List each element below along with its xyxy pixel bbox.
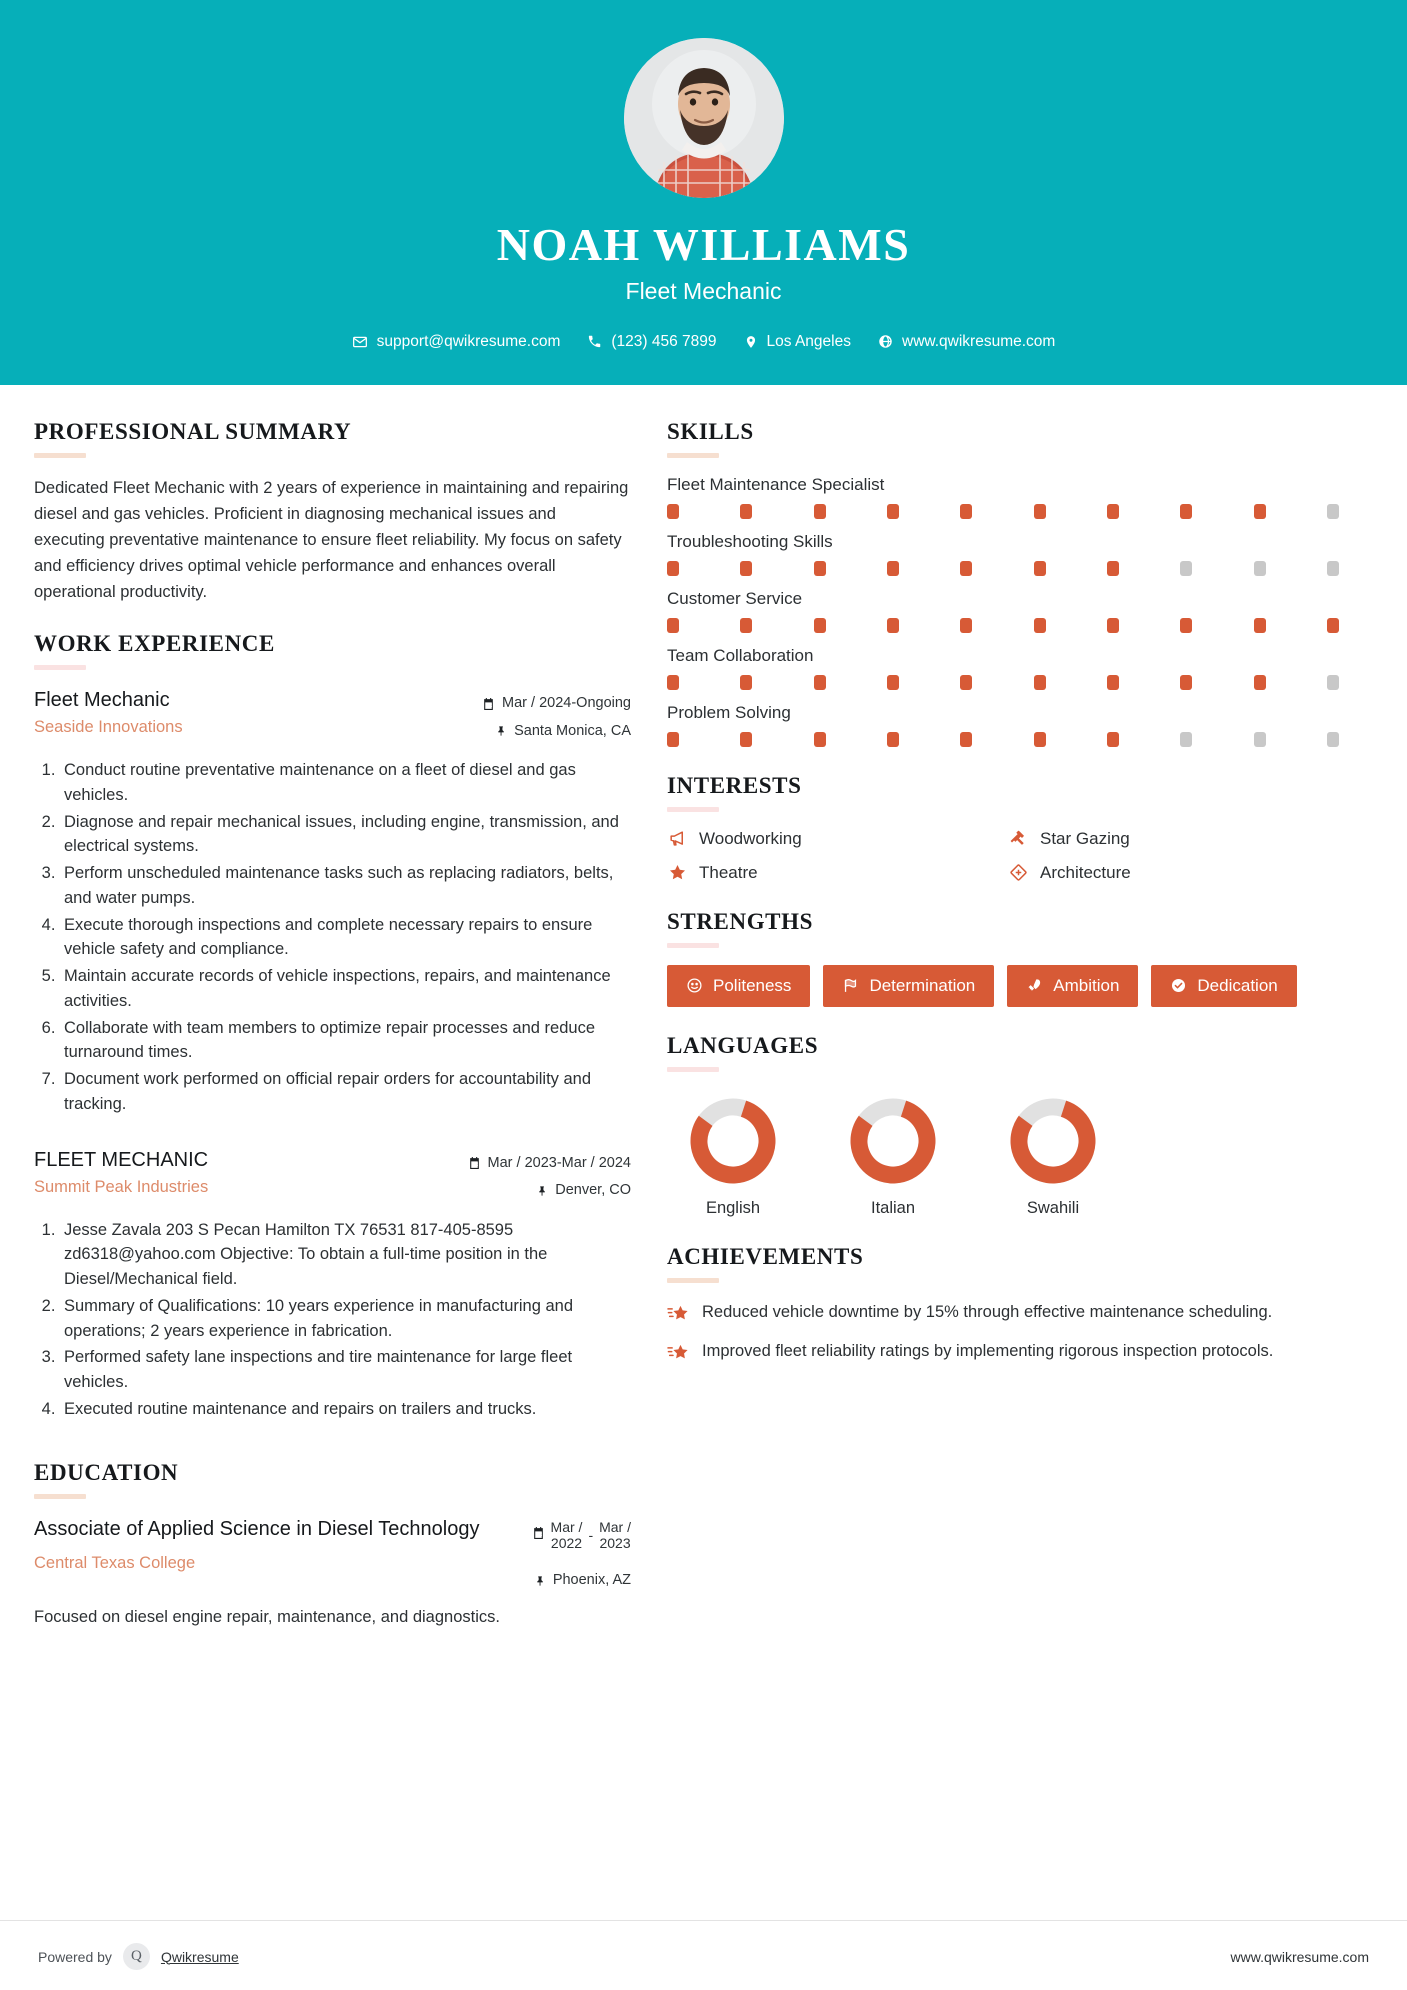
contact-location-text: Los Angeles — [766, 332, 851, 350]
rating-dot-filled — [667, 504, 679, 519]
rating-dot-filled — [667, 675, 679, 690]
rating-dot-filled — [1254, 618, 1266, 633]
work-entry — [34, 687, 631, 1117]
work-entry-header — [34, 687, 631, 745]
strength-label: Ambition — [1053, 975, 1120, 995]
language-donut-chart — [687, 1095, 779, 1187]
work-entry-meta — [468, 1147, 631, 1205]
skill-rating — [667, 618, 1339, 633]
rating-dot-empty — [1327, 732, 1339, 747]
section-title-skills: SKILLS — [667, 418, 754, 444]
skill-rating — [667, 561, 1339, 576]
skills-list — [667, 475, 1339, 747]
list-item: 3. Perform unscheduled maintenance tasks such as replacing radiators, belts, and water pumps. — [60, 861, 631, 911]
skill-item — [667, 532, 1339, 576]
list-item: 2. Diagnose and repair mechanical issues, including engine, transmission, and electrical systems. — [60, 810, 631, 860]
rating-dot-filled — [1327, 618, 1339, 633]
contact-row — [0, 333, 1407, 351]
section-title-education: EDUCATION — [34, 1459, 179, 1485]
rating-dot-filled — [740, 618, 752, 633]
skill-item — [667, 589, 1339, 633]
pin-icon — [537, 1184, 548, 1198]
footer-url: www.qwikresume.com — [1230, 1948, 1369, 1965]
language-item — [827, 1095, 959, 1218]
check-circle-icon — [1170, 977, 1187, 994]
qwikresume-link[interactable]: Qwikresume — [160, 1948, 239, 1965]
list-item: 4. Execute thorough inspections and complete necessary repairs to ensure vehicle safety and compliance. — [60, 913, 631, 963]
interest-item — [1008, 863, 1339, 883]
rating-dot-filled — [1034, 504, 1046, 519]
strength-label: Determination — [869, 975, 976, 995]
education-end-date — [599, 1519, 631, 1551]
rating-dot-empty — [1327, 675, 1339, 690]
skill-rating — [667, 504, 1339, 519]
skill-item — [667, 646, 1339, 690]
section-rule — [667, 1278, 719, 1283]
rating-dot-empty — [1327, 504, 1339, 519]
phone-icon — [587, 334, 602, 349]
interest-label: Star Gazing — [1040, 828, 1130, 848]
work-bullet-list — [34, 758, 631, 1117]
rating-dot-filled — [887, 732, 899, 747]
achievement-item — [667, 1300, 1339, 1325]
envelope-icon — [352, 334, 368, 350]
rating-dot-filled — [740, 561, 752, 576]
section-rule — [34, 453, 86, 458]
language-label: Swahili — [1026, 1198, 1080, 1217]
powered-by-group — [38, 1943, 239, 1970]
rating-dot-filled — [887, 618, 899, 633]
section-strengths — [667, 909, 1339, 1007]
left-column — [34, 419, 631, 1920]
list-item: 4. Executed routine maintenance and repairs on trailers and trucks. — [60, 1397, 631, 1422]
resume-header — [0, 0, 1407, 385]
rating-dot-filled — [960, 618, 972, 633]
education-dates-line — [532, 1519, 631, 1551]
skill-label: Fleet Maintenance Specialist — [667, 474, 885, 494]
education-location: Phoenix, AZ — [552, 1571, 631, 1588]
section-achievements — [667, 1244, 1339, 1365]
education-note: Focused on diesel engine repair, maintenance, and diagnostics. — [34, 1608, 500, 1627]
section-title-strengths: STRENGTHS — [667, 908, 814, 934]
list-item: 7. Document work performed on official repair orders for accountability and tracking. — [60, 1067, 631, 1117]
section-title-interests: INTERESTS — [667, 772, 802, 798]
contact-phone-text: (123) 456 7899 — [611, 332, 717, 350]
rating-dot-filled — [1254, 675, 1266, 690]
strength-chip — [1151, 965, 1296, 1007]
section-skills — [667, 419, 1339, 747]
work-location: Santa Monica, CA — [514, 722, 631, 739]
list-item: 3. Performed safety lane inspections and tire maintenance for large fleet vehicles. — [60, 1345, 631, 1395]
work-dates: Mar / 2024-Ongoing — [502, 694, 631, 711]
language-donut-chart — [1007, 1095, 1099, 1187]
rating-dot-filled — [1180, 675, 1192, 690]
language-label: English — [705, 1198, 761, 1217]
rating-dot-filled — [1107, 504, 1119, 519]
education-degree: Associate of Applied Science in Diesel Technology — [34, 1517, 480, 1540]
interest-item — [1008, 829, 1339, 849]
language-item — [987, 1095, 1119, 1218]
hammer-icon — [1008, 829, 1029, 848]
education-end-year: 2023 — [599, 1534, 631, 1551]
rating-dot-filled — [887, 504, 899, 519]
rocket-icon — [1026, 977, 1043, 994]
list-item: 5. Maintain accurate records of vehicle inspections, repairs, and maintenance activities. — [60, 964, 631, 1014]
work-bullet-list — [34, 1218, 631, 1422]
avatar — [624, 38, 784, 198]
rating-dot-filled — [887, 561, 899, 576]
calendar-icon — [468, 1156, 481, 1170]
diamond-icon — [1008, 863, 1029, 882]
contact-email[interactable] — [345, 333, 568, 351]
interest-label: Theatre — [699, 862, 758, 882]
strength-label: Politeness — [713, 975, 792, 995]
rating-dot-filled — [1034, 561, 1046, 576]
section-rule — [667, 1067, 719, 1072]
rating-dot-filled — [1107, 732, 1119, 747]
education-entry-header — [34, 1516, 631, 1595]
rating-dot-filled — [814, 675, 826, 690]
rating-dot-filled — [740, 504, 752, 519]
skill-label: Customer Service — [667, 588, 803, 608]
rating-dot-empty — [1180, 561, 1192, 576]
star-icon — [667, 863, 688, 882]
powered-by-label: Powered by — [38, 1948, 112, 1965]
language-donut-chart — [847, 1095, 939, 1187]
languages-list — [667, 1089, 1339, 1218]
strength-label: Dedication — [1197, 975, 1278, 995]
strength-chip — [667, 965, 810, 1007]
map-pin-icon — [744, 334, 758, 350]
work-entry-meta — [482, 687, 631, 745]
section-title-summary: PROFESSIONAL SUMMARY — [34, 418, 352, 444]
education-start-month: Mar / — [550, 1518, 583, 1535]
interest-label: Woodworking — [699, 828, 802, 848]
flag-icon — [842, 977, 859, 994]
page-footer — [0, 1920, 1407, 1990]
rating-dot-filled — [1034, 675, 1046, 690]
shooting-star-icon — [667, 1339, 689, 1362]
rating-dot-empty — [1254, 732, 1266, 747]
strength-chip — [1007, 965, 1138, 1007]
rating-dot-filled — [1254, 504, 1266, 519]
section-languages — [667, 1033, 1339, 1218]
section-rule — [34, 1494, 86, 1499]
rating-dot-empty — [1327, 561, 1339, 576]
resume-body — [0, 385, 1407, 1920]
contact-website[interactable] — [871, 333, 1062, 351]
list-item: 1. Jesse Zavala 203 S Pecan Hamilton TX 76531 817-405-8595 zd6318@yahoo.com Objective: To obtain a full-time position in the Diesel/Mechanical field. — [60, 1218, 631, 1292]
rating-dot-filled — [1180, 504, 1192, 519]
rating-dot-filled — [740, 732, 752, 747]
job-role-subtitle: Fleet Mechanic — [625, 277, 782, 304]
section-rule — [34, 665, 86, 670]
skill-item — [667, 703, 1339, 747]
rating-dot-filled — [887, 675, 899, 690]
rating-dot-filled — [814, 504, 826, 519]
rating-dot-filled — [1107, 561, 1119, 576]
section-education — [34, 1460, 631, 1630]
work-company: Summit Peak Industries — [34, 1177, 209, 1196]
work-dates: Mar / 2023-Mar / 2024 — [487, 1154, 631, 1171]
pin-icon — [496, 724, 507, 738]
skill-label: Troubleshooting Skills — [667, 531, 833, 551]
rating-dot-filled — [960, 732, 972, 747]
skill-rating — [667, 732, 1339, 747]
education-start-year: 2022 — [550, 1534, 583, 1551]
shooting-star-icon — [667, 1300, 689, 1323]
section-title-work: WORK EXPERIENCE — [34, 630, 275, 656]
rating-dot-filled — [814, 732, 826, 747]
interest-item — [667, 829, 998, 849]
rating-dot-filled — [960, 504, 972, 519]
interest-item — [667, 863, 998, 883]
summary-text: Dedicated Fleet Mechanic with 2 years of experience in maintaining and repairing diesel and gas vehicles. Proficient in diagnosing mechanical issues and executing preventative maintenance to ensure fleet reliability. My focus on safety and efficiency drives optimal vehicle performance and enhances overall operational productivity. — [34, 478, 629, 601]
education-school: Central Texas College — [34, 1553, 196, 1572]
rating-dot-filled — [1034, 618, 1046, 633]
section-rule — [667, 943, 719, 948]
contact-website-text: www.qwikresume.com — [902, 332, 1056, 350]
interest-label: Architecture — [1040, 862, 1131, 882]
skill-rating — [667, 675, 1339, 690]
achievement-item — [667, 1339, 1339, 1364]
section-professional-summary — [34, 419, 631, 605]
work-entry-header — [34, 1147, 631, 1205]
skill-label: Team Collaboration — [667, 645, 814, 665]
skill-label: Problem Solving — [667, 702, 791, 722]
contact-email-text: support@qwikresume.com — [376, 332, 561, 350]
pin-icon — [535, 1574, 546, 1588]
megaphone-icon — [667, 829, 688, 848]
rating-dot-filled — [1107, 675, 1119, 690]
work-company: Seaside Innovations — [34, 717, 183, 736]
language-label: Italian — [870, 1198, 916, 1217]
education-start-date — [551, 1519, 583, 1551]
education-date-separator: - — [588, 1526, 594, 1543]
contact-location — [737, 333, 858, 351]
strengths-list — [667, 965, 1339, 1007]
right-column — [667, 419, 1339, 1920]
work-dates-line — [482, 690, 631, 718]
list-item: 1. Conduct routine preventative maintenance on a fleet of diesel and gas vehicles. — [60, 758, 631, 808]
rating-dot-filled — [1107, 618, 1119, 633]
qwikresume-logo-icon: Q — [123, 1943, 150, 1970]
rating-dot-filled — [1034, 732, 1046, 747]
section-interests — [667, 773, 1339, 883]
rating-dot-filled — [667, 618, 679, 633]
section-title-achievements: ACHIEVEMENTS — [667, 1243, 864, 1269]
smiley-icon — [686, 977, 703, 994]
rating-dot-filled — [740, 675, 752, 690]
achievement-text: Improved fleet reliability ratings by implementing rigorous inspection protocols. — [702, 1342, 1274, 1361]
rating-dot-filled — [1180, 618, 1192, 633]
rating-dot-empty — [1180, 732, 1192, 747]
rating-dot-filled — [960, 561, 972, 576]
rating-dot-filled — [814, 618, 826, 633]
education-location-line — [532, 1567, 631, 1595]
language-item — [667, 1095, 799, 1218]
rating-dot-filled — [667, 732, 679, 747]
section-rule — [667, 807, 719, 812]
work-location-line — [468, 1177, 631, 1205]
rating-dot-filled — [667, 561, 679, 576]
globe-icon — [878, 334, 893, 349]
contact-phone[interactable] — [580, 333, 723, 351]
achievement-text: Reduced vehicle downtime by 15% through effective maintenance scheduling. — [702, 1302, 1273, 1321]
section-title-languages: LANGUAGES — [667, 1032, 819, 1058]
work-job-title: Fleet Mechanic — [34, 688, 170, 711]
work-location: Denver, CO — [555, 1182, 631, 1199]
section-work-experience — [34, 631, 631, 1422]
list-item: 2. Summary of Qualifications: 10 years experience in manufacturing and operations; 2 years experience in fabrication. — [60, 1294, 631, 1344]
skill-item — [667, 475, 1339, 519]
work-location-line — [482, 718, 631, 746]
rating-dot-empty — [1254, 561, 1266, 576]
strength-chip — [823, 965, 994, 1007]
rating-dot-filled — [814, 561, 826, 576]
work-entry — [34, 1147, 631, 1422]
page-title: NOAH WILLIAMS — [496, 219, 911, 270]
interests-grid — [667, 829, 1339, 883]
rating-dot-filled — [960, 675, 972, 690]
list-item: 6. Collaborate with team members to optimize repair processes and reduce turnaround times. — [60, 1016, 631, 1066]
calendar-icon — [482, 697, 495, 711]
section-rule — [667, 453, 719, 458]
work-dates-line — [468, 1150, 631, 1178]
education-end-month: Mar / — [599, 1518, 631, 1535]
education-entry-meta — [532, 1516, 631, 1595]
calendar-icon — [532, 1526, 545, 1543]
work-job-title: FLEET MECHANIC — [34, 1148, 209, 1171]
